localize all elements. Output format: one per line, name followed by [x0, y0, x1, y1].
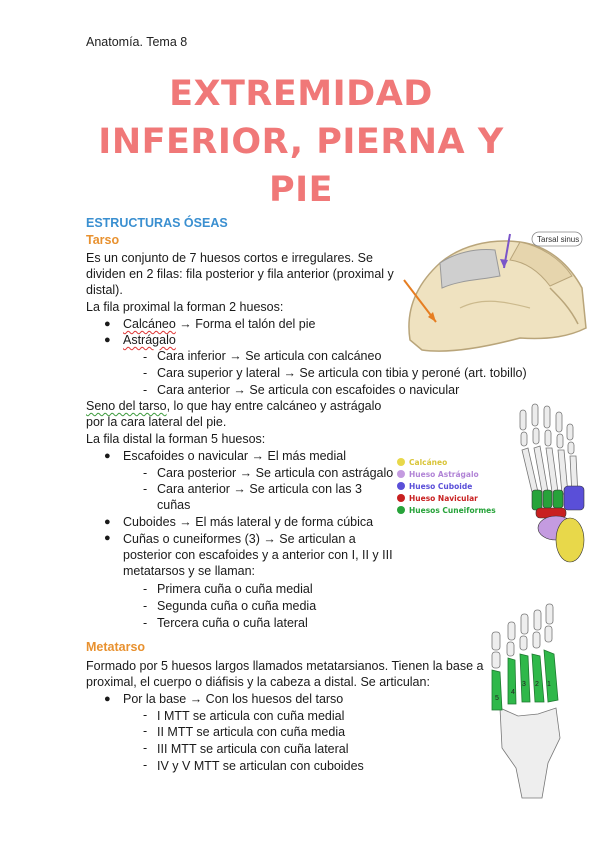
- list-item: Cara inferior → Se articula con calcáneo: [157, 349, 382, 363]
- dash-icon: -: [143, 366, 148, 380]
- list-item: Cara anterior → Se articula con las 3: [157, 482, 362, 496]
- dash-icon: -: [143, 582, 148, 596]
- seno-line-2: por la cara lateral del pie.: [86, 415, 227, 429]
- metatarso-intro-1: Formado por 5 huesos largos llamados metatarsianos. Tienen la base a: [86, 659, 484, 673]
- legend-dot: [397, 506, 405, 514]
- list-item: II MTT se articula con cuña media: [157, 725, 346, 739]
- bone-legend: [397, 456, 496, 516]
- page-header: Anatomía. Tema 8: [86, 35, 188, 49]
- list-item: I MTT se articula con cuña medial: [157, 709, 345, 723]
- legend-item-cuneiformes: Huesos Cuneiformes: [397, 504, 496, 516]
- dash-icon: -: [143, 383, 148, 397]
- bullet-icon: ●: [104, 516, 111, 528]
- list-item-cunas-3: metatarsos y se llaman:: [123, 564, 255, 578]
- bullet-icon: ●: [104, 334, 111, 346]
- dash-icon: -: [143, 758, 148, 772]
- list-item-cunas-1: Cuñas o cuneiformes (3) → Se articulan a: [123, 532, 356, 546]
- metatarso-heading: Metatarso: [86, 640, 146, 654]
- legend-item-calcaneo: Calcáneo: [397, 456, 496, 468]
- tarso-intro-1: Es un conjunto de 7 huesos cortos e irregulares. Se: [86, 251, 373, 265]
- tarso-heading: Tarso: [86, 233, 120, 247]
- dash-icon: -: [143, 741, 148, 755]
- tarso-proximal: La fila proximal la forman 2 huesos:: [86, 300, 284, 314]
- dash-icon: -: [143, 724, 148, 738]
- dash-icon: -: [143, 350, 148, 364]
- foot-skeleton-metatarsals: [478, 598, 578, 803]
- list-item: IV y V MTT se articulan con cuboides: [157, 759, 364, 773]
- list-item: Cara anterior → Se articula con escafoides o navicular: [157, 383, 460, 397]
- title-line-1: EXTREMIDAD: [169, 74, 433, 114]
- calcaneus-illustration: [400, 228, 590, 360]
- metatarsal-label-1: 1: [547, 681, 551, 688]
- legend-dot: [397, 458, 405, 466]
- list-item: Cara superior y lateral → Se articula con tibia y peroné (art. tobillo): [157, 366, 527, 380]
- title-line-3: PIE: [268, 170, 334, 210]
- legend-item-cuboide: Hueso Cuboide: [397, 480, 496, 492]
- list-item-cunas-2: posterior con escafoides y a anterior con I, II y III: [123, 548, 393, 562]
- bullet-icon: ●: [104, 450, 111, 462]
- metatarso-intro-2: proximal, el cuerpo o diáfisis y la cabeza a distal. Se articulan:: [86, 675, 430, 689]
- legend-dot: [397, 482, 405, 490]
- tarso-distal: La fila distal la forman 5 huesos:: [86, 432, 266, 446]
- list-item-calcaneo: Calcáneo → Forma el talón del pie: [123, 317, 316, 331]
- seno-line-1: Seno del tarso, lo que hay entre calcáneo y astrágalo: [86, 399, 382, 413]
- section-heading: ESTRUCTURAS ÓSEAS: [86, 216, 228, 230]
- list-item: cuñas: [157, 498, 191, 512]
- list-item: Primera cuña o cuña medial: [157, 582, 313, 596]
- legend-dot: [397, 470, 405, 478]
- dash-icon: -: [143, 482, 148, 496]
- dash-icon: -: [143, 616, 148, 630]
- tarso-intro-3: distal).: [86, 283, 123, 297]
- list-item-astragalo: Astrágalo: [123, 333, 176, 347]
- tarsal-sinus-label: Tarsal sinus: [537, 235, 580, 244]
- legend-dot: [397, 494, 405, 502]
- title-line-2: INFERIOR, PIERNA Y: [98, 122, 504, 162]
- page-title: [86, 70, 516, 214]
- bullet-icon: ●: [104, 532, 111, 544]
- tarso-intro-2: dividen en 2 filas: fila posterior y fila anterior (proximal y: [86, 267, 394, 281]
- legend-item-navicular: Hueso Navicular: [397, 492, 496, 504]
- dash-icon: -: [143, 599, 148, 613]
- list-item-escafoides: Escafoides o navicular → El más medial: [123, 449, 347, 463]
- dash-icon: -: [143, 466, 148, 480]
- list-item: Segunda cuña o cuña media: [157, 599, 317, 613]
- list-item-base: Por la base → Con los huesos del tarso: [123, 692, 344, 706]
- metatarsal-label-2: 2: [535, 681, 539, 688]
- list-item: III MTT se articula con cuña lateral: [157, 742, 349, 756]
- list-item: Cara posterior → Se articula con astrágalo: [157, 466, 394, 480]
- dash-icon: -: [143, 708, 148, 722]
- bullet-icon: ●: [104, 318, 111, 330]
- metatarsal-label-3: 3: [522, 681, 526, 688]
- bullet-icon: ●: [104, 693, 111, 705]
- list-item: Tercera cuña o cuña lateral: [157, 616, 308, 630]
- foot-skeleton-colored: [512, 400, 594, 568]
- metatarsal-label-4: 4: [511, 689, 515, 696]
- metatarsal-label-5: 5: [495, 695, 499, 702]
- list-item-cuboides: Cuboides → El más lateral y de forma cúbica: [123, 515, 374, 529]
- legend-item-astragalo: Hueso Astrágalo: [397, 468, 496, 480]
